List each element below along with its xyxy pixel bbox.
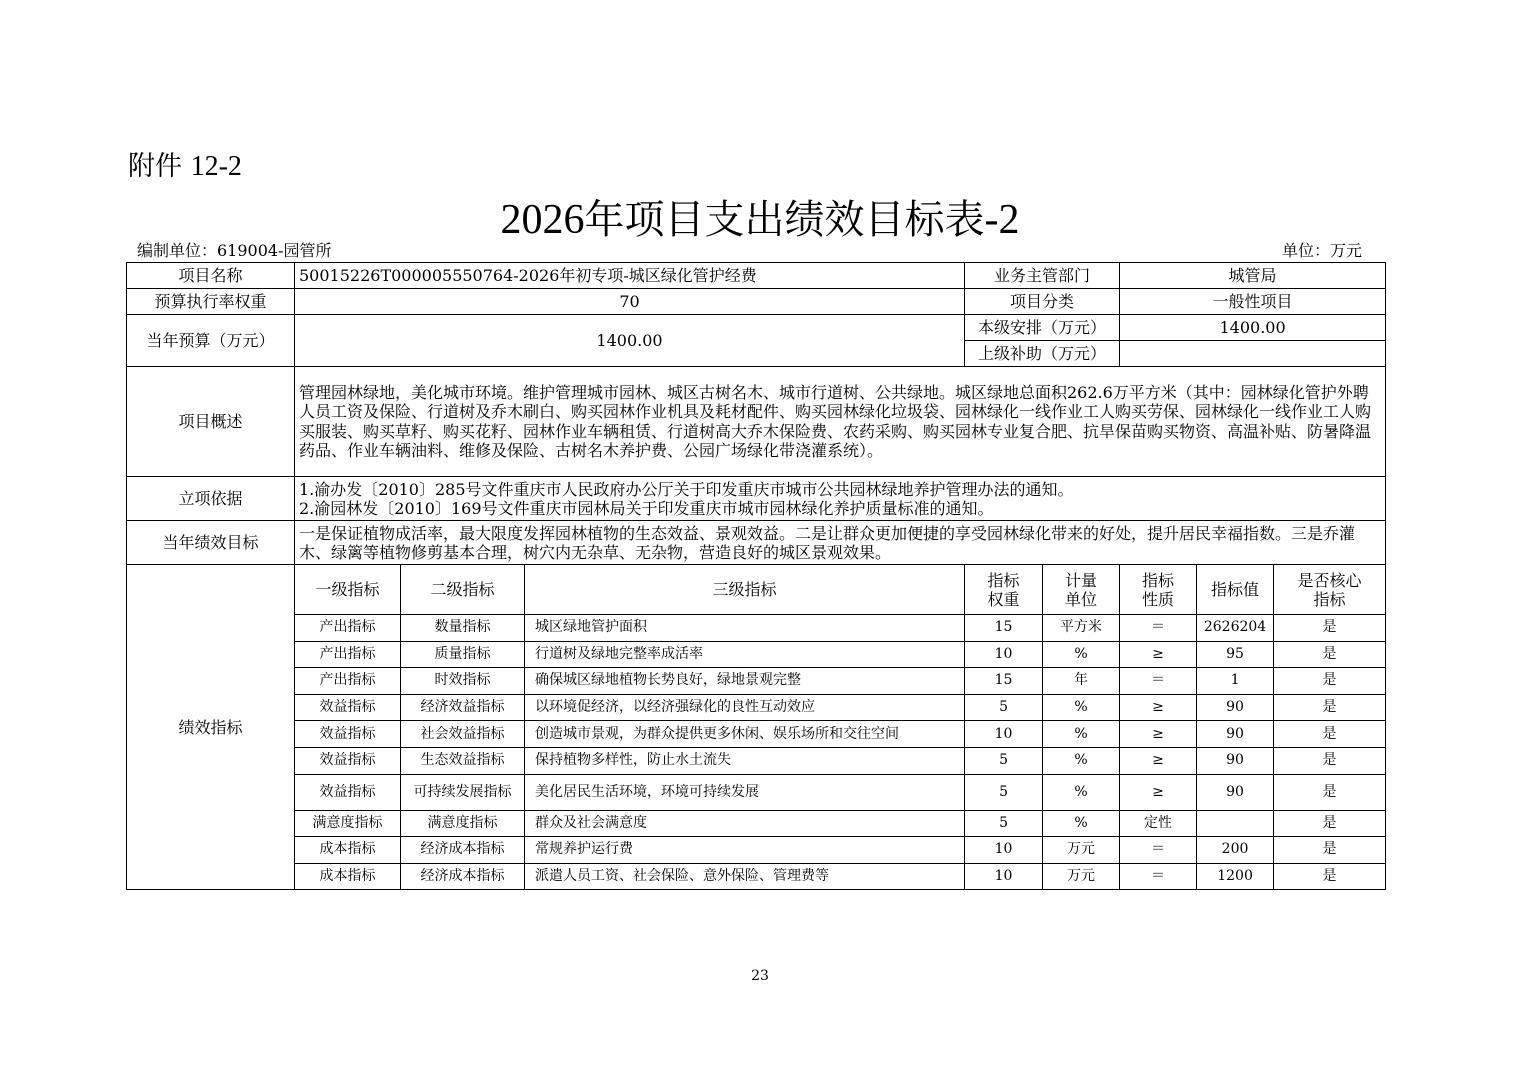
indicator-level1: 成本指标 <box>295 837 401 864</box>
indicator-value <box>1197 810 1274 837</box>
indicator-level2: 质量指标 <box>401 641 525 668</box>
header-nature: 指标性质 <box>1120 565 1197 615</box>
overview-label: 项目概述 <box>127 367 295 477</box>
header-weight: 指标权重 <box>965 565 1043 615</box>
category-value: 一般性项目 <box>1120 289 1386 315</box>
indicator-level3: 保持植物多样性，防止水土流失 <box>525 747 965 774</box>
org-label: 编制单位：619004-园管所 <box>137 241 332 260</box>
category-label: 项目分类 <box>965 289 1120 315</box>
indicator-unit: % <box>1043 641 1120 668</box>
indicator-nature: ≥ <box>1120 721 1197 748</box>
page-title <box>0 188 1520 245</box>
indicator-level2: 经济成本指标 <box>401 837 525 864</box>
header-level2: 二级指标 <box>401 565 525 615</box>
header-level3: 三级指标 <box>525 565 965 615</box>
indicator-value: 2626204 <box>1197 615 1274 642</box>
indicators-label: 绩效指标 <box>127 565 295 890</box>
indicator-level3: 美化居民生活环境，环境可持续发展 <box>525 774 965 810</box>
local-value: 1400.00 <box>1120 315 1386 341</box>
project-name-label: 项目名称 <box>127 263 295 289</box>
row-project-name <box>127 263 1386 289</box>
indicator-unit: 年 <box>1043 668 1120 695</box>
indicator-level2: 经济效益指标 <box>401 694 525 721</box>
indicator-value: 90 <box>1197 747 1274 774</box>
indicator-unit: 万元 <box>1043 863 1120 890</box>
indicator-level1: 效益指标 <box>295 694 401 721</box>
indicator-level2: 社会效益指标 <box>401 721 525 748</box>
overview-text: 管理园林绿地，美化城市环境。维护管理城市园林、城区古树名木、城市行道树、公共绿地。城区绿地总面积262.6万平方米（其中：园林绿化管护外聘人员工资及保险、行道树及乔木刷白、购买园林作业机具及耗材配件、购买园林绿化垃圾袋、园林绿化一线作业工人购买劳保、园林绿化一线作业工人购买服装、购买草籽、购买花籽、园林作业车辆租赁、行道树高大乔木保险费、农药采购、购买园林专业复合肥、抗旱保苗购买物资、高温补贴、防暑降温药品、作业车辆油料、维修及保险、古树名木养护费、公园广场绿化带浇灌系统）。 <box>295 367 1386 477</box>
local-label: 本级安排（万元） <box>965 315 1120 341</box>
indicator-level2: 生态效益指标 <box>401 747 525 774</box>
indicator-core: 是 <box>1274 641 1386 668</box>
indicator-level1: 产出指标 <box>295 641 401 668</box>
row-goal <box>127 521 1386 565</box>
indicator-level3: 行道树及绿地完整率成活率 <box>525 641 965 668</box>
indicator-weight: 5 <box>965 747 1043 774</box>
indicator-nature: ＝ <box>1120 837 1197 864</box>
indicator-row <box>127 863 1386 890</box>
indicator-level1: 效益指标 <box>295 747 401 774</box>
dept-value: 城管局 <box>1120 263 1386 289</box>
title-year: 2026 <box>500 197 585 243</box>
indicator-weight: 10 <box>965 837 1043 864</box>
indicator-nature: ＝ <box>1120 668 1197 695</box>
goal-label: 当年绩效目标 <box>127 521 295 565</box>
indicator-core: 是 <box>1274 810 1386 837</box>
dept-label: 业务主管部门 <box>965 263 1120 289</box>
title-text: 年项目支出绩效目标表 <box>584 197 985 243</box>
indicator-weight: 5 <box>965 810 1043 837</box>
indicator-value: 1 <box>1197 668 1274 695</box>
indicator-level1: 产出指标 <box>295 615 401 642</box>
indicator-level3: 群众及社会满意度 <box>525 810 965 837</box>
indicator-level2: 数量指标 <box>401 615 525 642</box>
row-budget-weight <box>127 289 1386 315</box>
indicator-nature: ≥ <box>1120 774 1197 810</box>
indicator-row <box>127 641 1386 668</box>
row-budget <box>127 315 1386 341</box>
indicator-core: 是 <box>1274 863 1386 890</box>
budget-value: 1400.00 <box>295 315 965 367</box>
indicator-value: 90 <box>1197 694 1274 721</box>
indicator-value: 90 <box>1197 721 1274 748</box>
indicator-nature: ≥ <box>1120 747 1197 774</box>
indicator-row <box>127 668 1386 695</box>
basis-item-2: 2.渝园林发〔2010〕169号文件重庆市园林局关于印发重庆市城市园林绿化养护质量标准的通知。 <box>299 498 994 518</box>
indicator-weight: 10 <box>965 721 1043 748</box>
indicator-level3: 创造城市景观，为群众提供更多休闲、娱乐场所和交往空间 <box>525 721 965 748</box>
indicator-unit: % <box>1043 721 1120 748</box>
indicator-unit: 万元 <box>1043 837 1120 864</box>
upper-value <box>1120 341 1386 367</box>
indicator-nature: 定性 <box>1120 810 1197 837</box>
header-core: 是否核心指标 <box>1274 565 1386 615</box>
indicator-weight: 15 <box>965 615 1043 642</box>
row-indicator-headers <box>127 565 1386 615</box>
indicator-level3: 确保城区绿地植物长势良好，绿地景观完整 <box>525 668 965 695</box>
budget-weight-value: 70 <box>295 289 965 315</box>
indicator-unit: % <box>1043 774 1120 810</box>
indicator-row <box>127 837 1386 864</box>
header-value: 指标值 <box>1197 565 1274 615</box>
header-unit: 计量单位 <box>1043 565 1120 615</box>
indicator-level1: 成本指标 <box>295 863 401 890</box>
indicator-core: 是 <box>1274 837 1386 864</box>
indicator-weight: 15 <box>965 668 1043 695</box>
indicator-value: 90 <box>1197 774 1274 810</box>
unit-label: 单位：万元 <box>1282 241 1363 260</box>
header-level1: 一级指标 <box>295 565 401 615</box>
indicator-level1: 效益指标 <box>295 774 401 810</box>
budget-label: 当年预算（万元） <box>127 315 295 367</box>
title-suffix: -2 <box>984 197 1020 243</box>
row-basis <box>127 477 1386 521</box>
indicator-row <box>127 747 1386 774</box>
indicator-row <box>127 721 1386 748</box>
indicator-nature: ＝ <box>1120 863 1197 890</box>
indicator-row <box>127 810 1386 837</box>
indicator-nature: ＝ <box>1120 615 1197 642</box>
indicator-level1: 产出指标 <box>295 668 401 695</box>
indicator-unit: 平方米 <box>1043 615 1120 642</box>
indicator-weight: 5 <box>965 774 1043 810</box>
indicator-core: 是 <box>1274 721 1386 748</box>
indicator-level2: 时效指标 <box>401 668 525 695</box>
attachment-prefix: 附件 <box>128 151 182 182</box>
indicator-level3: 常规养护运行费 <box>525 837 965 864</box>
indicator-level3: 城区绿地管护面积 <box>525 615 965 642</box>
indicator-value: 200 <box>1197 837 1274 864</box>
basis-label: 立项依据 <box>127 477 295 521</box>
row-overview <box>127 367 1386 477</box>
indicator-value: 95 <box>1197 641 1274 668</box>
indicator-nature: ≥ <box>1120 641 1197 668</box>
goal-text: 一是保证植物成活率，最大限度发挥园林植物的生态效益、景观效益。二是让群众更加便捷的享受园林绿化带来的好处，提升居民幸福指数。三是乔灌木、绿篱等植物修剪基本合理，树穴内无杂草、无杂物，营造良好的城区景观效果。 <box>295 521 1386 565</box>
indicator-row <box>127 694 1386 721</box>
indicator-core: 是 <box>1274 694 1386 721</box>
basis-text <box>295 477 1386 521</box>
basis-item-1: 1.渝办发〔2010〕285号文件重庆市人民政府办公厅关于印发重庆市城市公共园林绿地养护管理办法的通知。 <box>299 479 1074 499</box>
indicator-core: 是 <box>1274 668 1386 695</box>
attachment-label <box>128 144 242 183</box>
indicator-row <box>127 774 1386 810</box>
indicator-level3: 以环境促经济，以经济强绿化的良性互动效应 <box>525 694 965 721</box>
indicator-value: 1200 <box>1197 863 1274 890</box>
indicator-weight: 10 <box>965 863 1043 890</box>
budget-weight-label: 预算执行率权重 <box>127 289 295 315</box>
indicator-unit: % <box>1043 810 1120 837</box>
indicator-unit: % <box>1043 694 1120 721</box>
indicator-weight: 10 <box>965 641 1043 668</box>
indicator-level1: 满意度指标 <box>295 810 401 837</box>
page-number: 23 <box>751 968 769 984</box>
indicator-nature: ≥ <box>1120 694 1197 721</box>
performance-table <box>126 262 1386 890</box>
indicator-weight: 5 <box>965 694 1043 721</box>
indicator-core: 是 <box>1274 774 1386 810</box>
indicator-unit: % <box>1043 747 1120 774</box>
indicator-level2: 可持续发展指标 <box>401 774 525 810</box>
indicator-level2: 满意度指标 <box>401 810 525 837</box>
indicator-row <box>127 615 1386 642</box>
indicator-level3: 派遣人员工资、社会保险、意外保险、管理费等 <box>525 863 965 890</box>
indicator-core: 是 <box>1274 747 1386 774</box>
project-name: 50015226T000005550764-2026年初专项-城区绿化管护经费 <box>295 263 965 289</box>
indicator-level1: 效益指标 <box>295 721 401 748</box>
attachment-number: 12-2 <box>190 151 242 182</box>
indicator-core: 是 <box>1274 615 1386 642</box>
indicator-level2: 经济成本指标 <box>401 863 525 890</box>
upper-label: 上级补助（万元） <box>965 341 1120 367</box>
